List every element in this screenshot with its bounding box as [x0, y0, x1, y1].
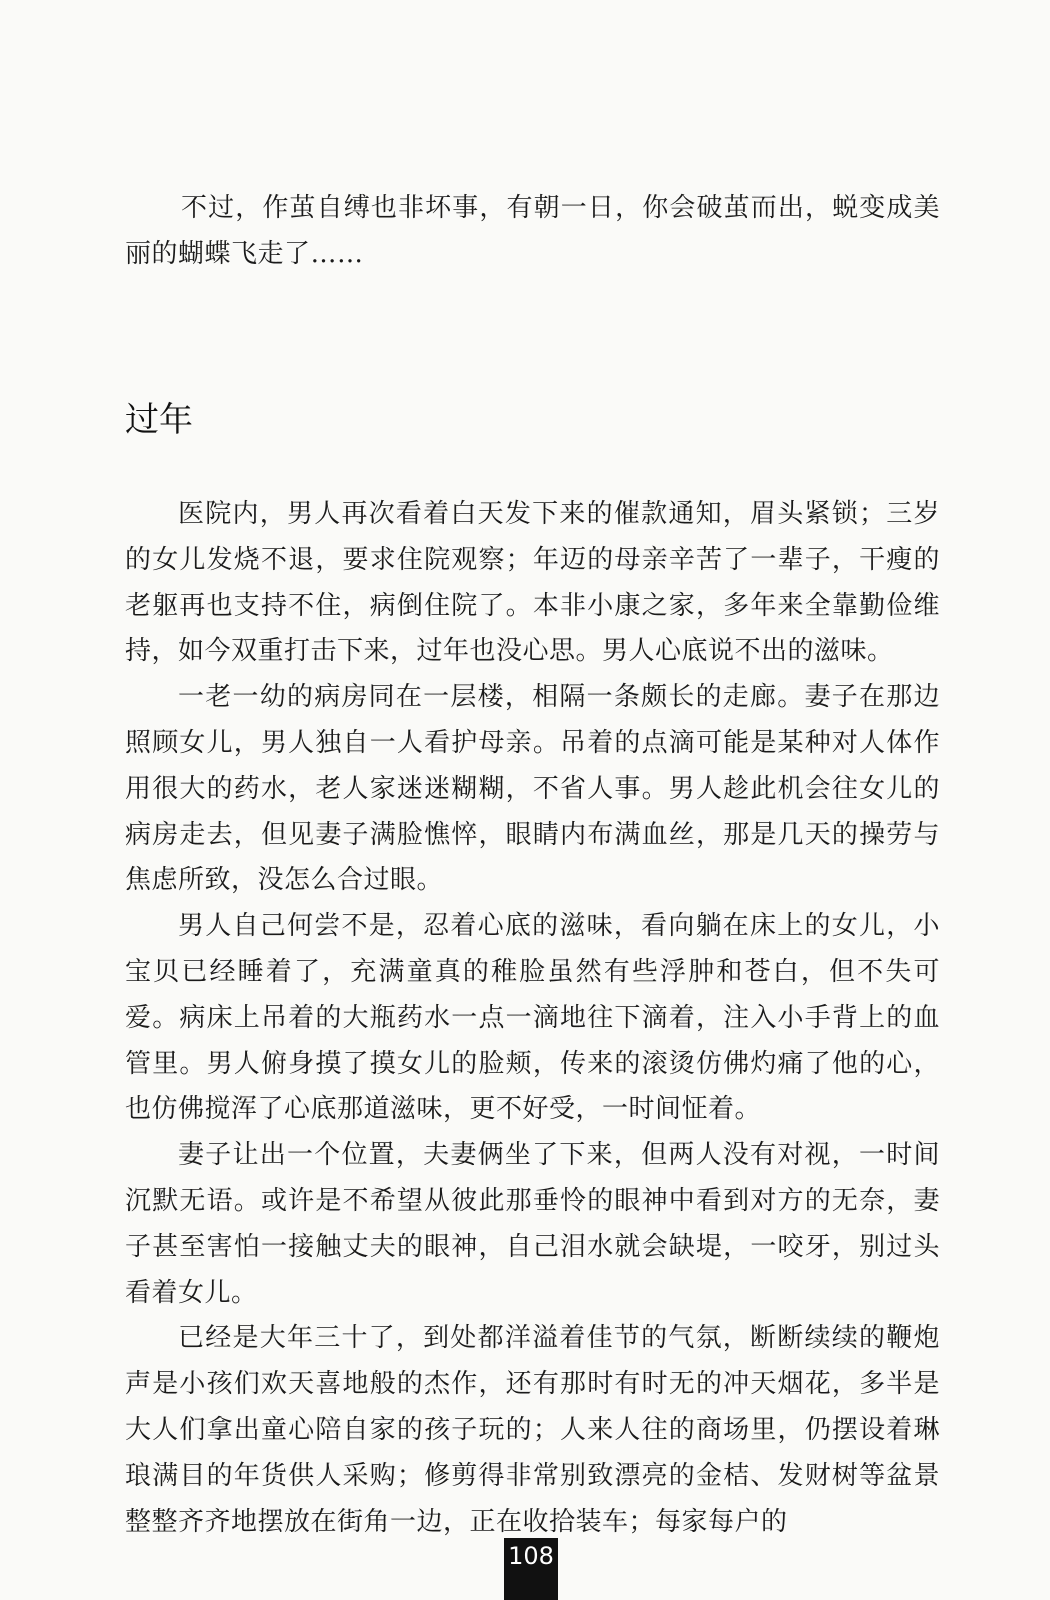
- page-number: 108: [504, 1538, 558, 1600]
- body-text: [125, 492, 940, 1545]
- paragraph: 已经是大年三十了，到处都洋溢着佳节的气氛，断断续续的鞭炮声是小孩们欢天喜地般的杰作，还有那时有时无的冲天烟花，多半是大人们拿出童心陪自家的孩子玩的；人来人往的商场里，仍摆设着琳琅满目的年货供人采购；修剪得非常别致漂亮的金桔、发财树等盆景整整齐齐地摆放在街角一边，正在收拾装车；每家每户的: [125, 1323, 940, 1537]
- paragraph: 妻子让出一个位置，夫妻俩坐了下来，但两人没有对视，一时间沉默无语。或许是不希望从彼此那垂怜的眼神中看到对方的无奈，妻子甚至害怕一接触丈夫的眼神，自己泪水就会缺堤，一咬牙，别过头看着女儿。: [125, 1140, 940, 1308]
- intro-paragraph: 不过，作茧自缚也非坏事，有朝一日，你会破茧而出，蜕变成美丽的蝴蝶飞走了……: [125, 193, 940, 269]
- paragraph: 医院内，男人再次看着白天发下来的催款通知，眉头紧锁；三岁的女儿发烧不退，要求住院观察；年迈的母亲辛苦了一辈子，干瘦的老躯再也支持不住，病倒住院了。本非小康之家，多年来全靠勤俭维持，如今双重打击下来，过年也没心思。男人心底说不出的滋味。: [125, 499, 940, 667]
- section-title: 过年: [125, 400, 193, 440]
- paragraph: 男人自己何尝不是，忍着心底的滋味，看向躺在床上的女儿，小宝贝已经睡着了，充满童真的稚脸虽然有些浮肿和苍白，但不失可爱。病床上吊着的大瓶药水一点一滴地往下滴着，注入小手背上的血管里。男人俯身摸了摸女儿的脸颊，传来的滚烫仿佛灼痛了他的心，也仿佛搅浑了心底那道滋味，更不好受，一时间怔着。: [125, 911, 940, 1125]
- paragraph: 一老一幼的病房同在一层楼，相隔一条颇长的走廊。妻子在那边照顾女儿，男人独自一人看护母亲。吊着的点滴可能是某种对人体作用很大的药水，老人家迷迷糊糊，不省人事。男人趁此机会往女儿的病房走去，但见妻子满脸憔悴，眼睛内布满血丝，那是几天的操劳与焦虑所致，没怎么合过眼。: [125, 682, 940, 896]
